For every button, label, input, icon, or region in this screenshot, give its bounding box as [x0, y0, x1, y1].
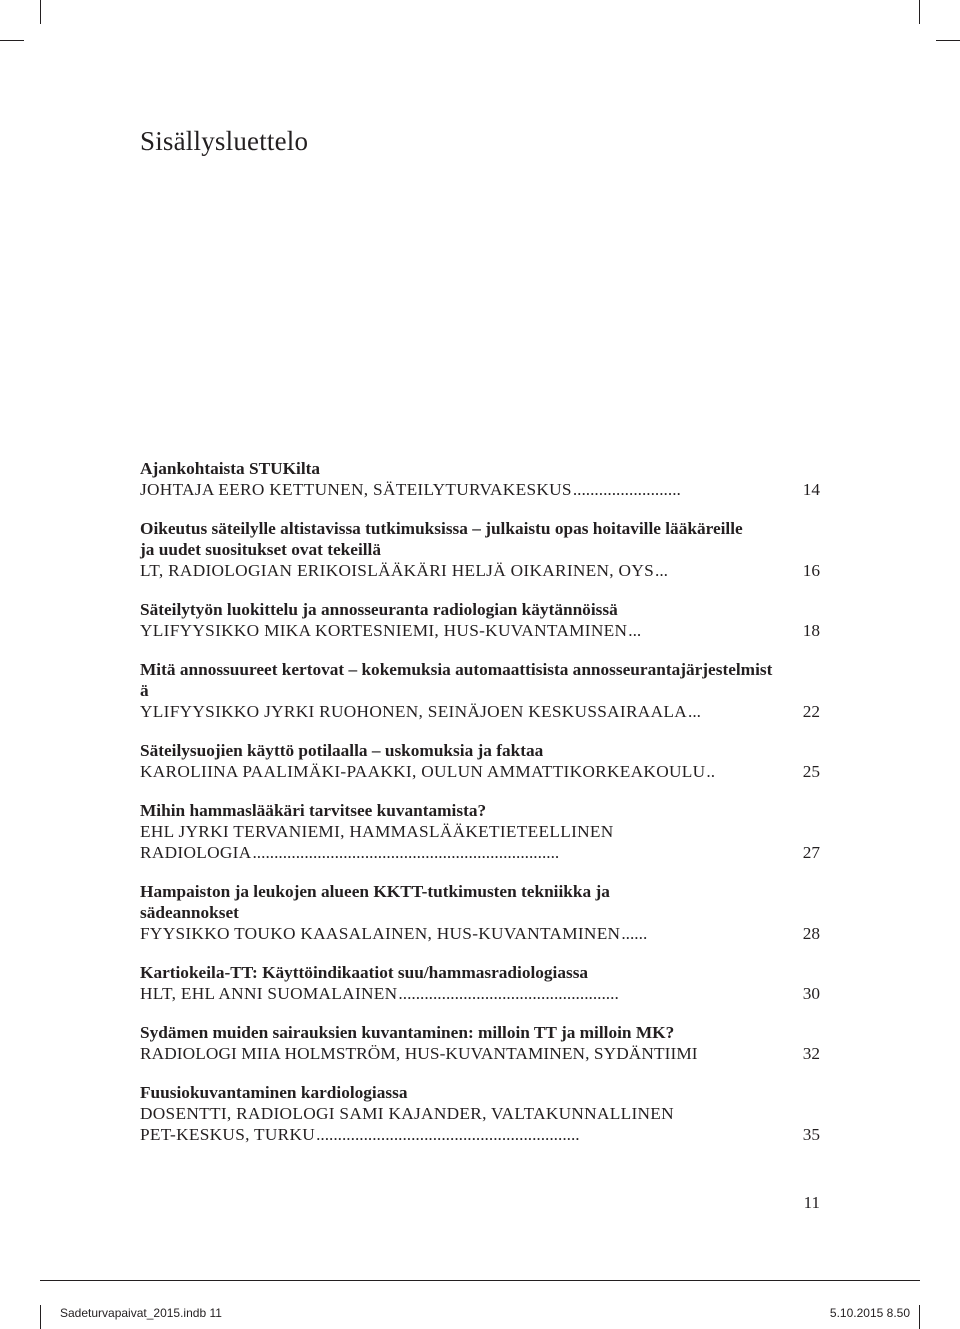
crop-mark-top-left	[40, 0, 41, 24]
footer-timestamp: 5.10.2015 8.50	[829, 1306, 910, 1320]
entry-author: RADIOLOGI MIIA HOLMSTRÖM, HUS-KUVANTAMINEN, SYDÄNTIIMI	[140, 1044, 698, 1063]
entry-page: 35	[802, 1125, 820, 1144]
entry-title: Mitä annossuureet kertovat – kokemuksia automaattisista annosseurantajärjestelmistä	[140, 660, 773, 700]
toc-entry[interactable]	[140, 1082, 820, 1145]
dot-leader: ...................................................	[398, 984, 619, 1003]
entry-author-line-1: EHL JYRKI TERVANIEMI, HAMMASLÄÄKETIETEELLINEN	[140, 822, 614, 841]
entry-title: Ajankohtaista STUKilta	[140, 459, 321, 478]
crop-mark-top-right-h	[936, 40, 960, 41]
entry-title: Säteilysuojien käyttö potilaalla – uskomuksia ja faktaa	[140, 741, 544, 760]
crop-mark-bottom-left	[40, 1305, 41, 1329]
entry-page: 16	[802, 561, 820, 580]
toc-entry[interactable]	[140, 1022, 820, 1064]
toc-entry[interactable]	[140, 962, 820, 1004]
entry-title: Mihin hammaslääkäri tarvitsee kuvantamista?	[140, 801, 487, 820]
entry-author-line	[140, 761, 820, 782]
entry-author: YLIFYYSIKKO JYRKI RUOHONEN, SEINÄJOEN KESKUSSAIRAALA	[140, 702, 688, 721]
page-title: Sisällysluettelo	[140, 126, 309, 156]
entry-author-line	[140, 560, 820, 581]
dot-leader: ...	[628, 621, 642, 640]
entry-author-line	[140, 620, 820, 641]
dot-leader: ..	[706, 762, 716, 781]
entry-title: Hampaiston ja leukojen alueen KKTT-tutkimusten tekniikka ja sädeannokset	[140, 882, 610, 922]
dot-leader: .............................................................	[316, 1125, 580, 1144]
entry-author: KAROLIINA PAALIMÄKI-PAAKKI, OULUN AMMATTIKORKEAKOULU	[140, 762, 706, 781]
entry-title: Sydämen muiden sairauksien kuvantaminen: milloin TT ja milloin MK?	[140, 1023, 675, 1042]
entry-author-line-1: DOSENTTI, RADIOLOGI SAMI KAJANDER, VALTAKUNNALLINEN	[140, 1104, 674, 1123]
toc-entry[interactable]	[140, 458, 820, 500]
entry-title: Säteilytyön luokittelu ja annosseuranta radiologian käytännöissä	[140, 600, 618, 619]
entry-author-line	[140, 479, 820, 500]
entry-author-line	[140, 983, 820, 1004]
crop-mark-top-right	[919, 0, 920, 24]
footer-file-info: Sadeturvapaivat_2015.indb 11	[60, 1306, 222, 1320]
entry-page: 22	[802, 702, 820, 721]
dot-leader: ...	[688, 702, 701, 721]
dot-leader: ......	[621, 924, 648, 943]
entry-title: Fuusiokuvantaminen kardiologiassa	[140, 1083, 408, 1102]
entry-author-line	[140, 923, 820, 944]
toc-entry[interactable]	[140, 800, 820, 863]
dot-leader: .......................................................................	[252, 843, 560, 862]
entry-author: JOHTAJA EERO KETTUNEN, SÄTEILYTURVAKESKUS	[140, 480, 572, 499]
toc-entry[interactable]	[140, 599, 820, 641]
entry-author-line	[140, 701, 820, 722]
toc-entry[interactable]	[140, 740, 820, 782]
entry-author: YLIFYYSIKKO MIKA KORTESNIEMI, HUS-KUVANTAMINEN	[140, 621, 628, 640]
entry-page: 14	[802, 480, 820, 499]
entry-author: RADIOLOGIA	[140, 843, 252, 862]
entry-title: Oikeutus säteilylle altistavissa tutkimuksissa – julkaistu opas hoitaville lääkäreille ja uudet suositukset ovat tekeillä	[140, 519, 743, 559]
entry-page: 27	[802, 843, 820, 862]
toc-entry[interactable]	[140, 659, 820, 722]
entry-author: PET-KESKUS, TURKU	[140, 1125, 316, 1144]
toc-entry[interactable]	[140, 881, 820, 944]
entry-page: 30	[802, 984, 820, 1003]
entry-page: 25	[802, 762, 820, 781]
crop-mark-top-left-h	[0, 40, 24, 41]
toc-entry[interactable]	[140, 518, 820, 581]
page-number: 11	[803, 1193, 820, 1212]
table-of-contents	[140, 458, 820, 1163]
entry-page: 18	[802, 621, 820, 640]
footer-rule	[40, 1280, 920, 1281]
dot-leader: .........................	[572, 480, 681, 499]
entry-author-line	[140, 842, 820, 863]
entry-author: FYYSIKKO TOUKO KAASALAINEN, HUS-KUVANTAMINEN	[140, 924, 621, 943]
entry-title: Kartiokeila-TT: Käyttöindikaatiot suu/hammasradiologiassa	[140, 963, 589, 982]
entry-author: LT, RADIOLOGIAN ERIKOISLÄÄKÄRI HELJÄ OIKARINEN, OYS	[140, 561, 655, 580]
dot-leader: ...	[655, 561, 668, 580]
entry-author-line	[140, 1124, 820, 1145]
entry-author: HLT, EHL ANNI SUOMALAINEN	[140, 984, 398, 1003]
entry-page: 28	[802, 924, 820, 943]
entry-page: 32	[802, 1044, 820, 1063]
crop-mark-bottom-right	[919, 1305, 920, 1329]
entry-author-line	[140, 1043, 820, 1064]
